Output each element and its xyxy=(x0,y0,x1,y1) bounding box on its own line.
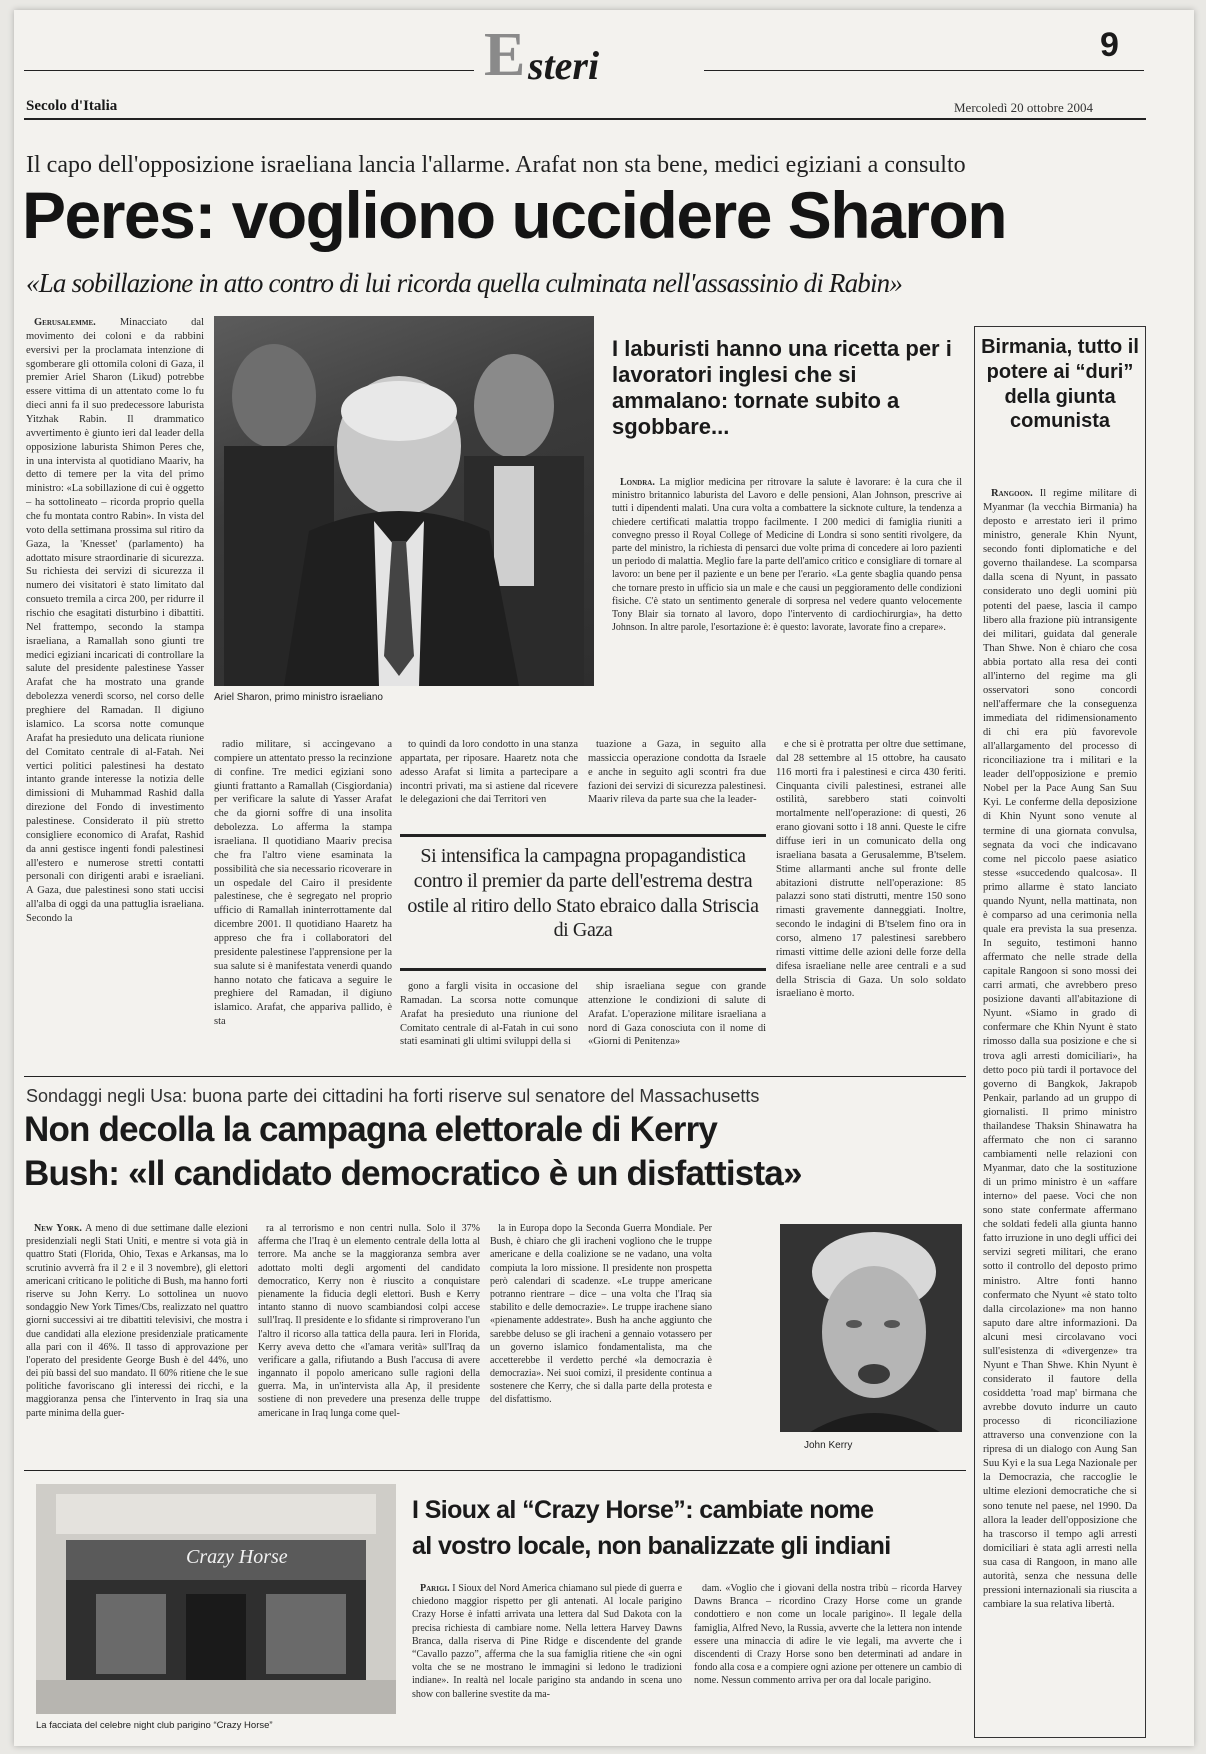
newspaper-page xyxy=(14,10,1194,1746)
kerry-body-2: ra al terrorismo e non centri nulla. Solo il 37% afferma che l'Iraq è un elemento centrale della lotta al terrore. Ma anche se la maggioranza sembra aver adottato molti degli argomenti del candidato democratico, Kerry non è riuscito a conquistare pienamente la fiducia degli elettori. Bush e Kerry intanto stanno di nuovo scambiandosi colpi accese sull'Iraq. Il presidente e lo sfidante si rimproverano l'un l'altro il ricorso alla tattica della paura. Ieri in Florida, Kerry aveva detto che «l'amara verità» sull'Iraq da verificare a galla, rifiutando a Bush l'accusa di avere ingannato il popolo americano sulle ragioni della guerra. Ma, in un'intervista alla Ap, il presidente sostiene di non prevedere una presenza delle truppe americane in Iraq lunga come quel- xyxy=(258,1223,480,1419)
crazy-horse-sign: Crazy Horse xyxy=(186,1546,288,1568)
issue-date: Mercoledì 20 ottobre 2004 xyxy=(954,100,1093,115)
sioux-headline-2: al vostro locale, non banalizzate gli indiani xyxy=(412,1532,891,1560)
kerry-column-1 xyxy=(26,1222,248,1442)
kerry-body-3: la in Europa dopo la Seconda Guerra Mondiale. Per Bush, è chiaro che gli iracheni vogliono che le truppe americane e della coalizione se ne vadano, una volta compiuta la loro missione. Il presidente non prospetta però calendari di scadenze. «Le truppe americane potranno rientrare – dice – una volta che l'Iraq sia stabilito e delle democrazie». Le truppe irachene siano «pienamente addestrate». Bush ha anche aggiunto che sarebbe deluso se gli iracheni a gennaio votassero per un governo islamico fondamentalista, ma che accetterebbe il verdetto perché «la democrazia è democrazia». Nei suoi comizi, il presidente continua a sostenere che Kerry, che si dalla parte della protesta e del disfattismo. xyxy=(490,1223,712,1406)
crazy-horse-caption: La facciata del celebre night club parigino “Crazy Horse” xyxy=(36,1720,273,1731)
kerry-headline-2: Bush: «Il candidato democratico è un disfattista» xyxy=(24,1154,802,1193)
masthead-top-rule-right xyxy=(704,70,1144,71)
section-title: steri xyxy=(528,43,600,88)
burma-text: Il regime militare di Myanmar (la vecchia Birmania) ha deposto e arrestato ieri il primo ministro, generale Khin Nyunt, secondo fonti diplomatiche e del governo thailandese. La scomparsa dalla scena di Nyunt, in passato considerato uno degli uomini più potenti del paese, lascia il campo libero alla frazione più intransigente dei militari, guidata dal generale Than Shwe. Non è chiaro che cosa abbia portato alla resa dei conti all'interno del regime ma gli osservatori sono concordi nell'affermare che la conseguenza immediata del ridimensionamento di chi era più favorevole all'allargamento del processo di riconciliazione tra i militari e la leader dell'opposizione e premio Nobel per la Pace Aung San Suu Kyi. Le conferme della deposizione di Khin Nyunt sono venute al termine di una giornata convulsa, segnata da voci che indicavano come nel piccolo paese asiatico stesse «succedendo qualcosa». Il primo allarme è stato lanciato quando Nyunt, nella mattinata, non è comparso ad una cerimonia nella quale era prevista la sua presenza. In seguito, testimoni hanno affermato che nelle strade della capitale Rangoon si sono mossi dei carri armati, che avrebbero preso posizione davanti all'abitazione di Nyunt. «Siamo in grado di confermare che Khin Nyunt è stato rimosso dalla sua posizione e che si trova agli arresti domiciliari», ha detto poco più tardi il portavoce del governo di Bangkok, Jakrapob Penkair, parlando ad un gruppo di giornalisti. Il primo ministro thailandese Thaksin Shinawatra ha affermato che non ci saranno cambiamenti nelle relazioni con Myanmar, dato che la sostituzione di un primo ministro è un «affare interno» del paese. Voci che non sono state confermate affermano che soldati fedeli alla giunta hanno fatto irruzione in uno degli uffici dei servizi segreti militari, che erano sotto il controllo del deposto primo ministro. Altre fonti hanno confermato che Nyunt «è stato tolto dalla circolazione» ma non hanno saputo dare altre informazioni. Da alcuni mesi circolavano voci sull'esistenza di «divergenze» tra Nyunt e Than Shwe. Khin Nyunt è considerato il fautore della cosiddetta 'road map' birmana che avrebbe dovuto indurre un cauto processo di riconciliazione attraverso una convenzione con la ripresa di un dialogo con Aung San Suu Kyi e la sua Lega Nazionale per la Democrazia, che raccoglie le ultime elezioni democratiche che si sono tenute nel paese, nel 1990. Da allora la leader dell'opposizione che ha trascorso il tempo agli arresti domiciliari è stata agli arresti nella sua casa di Rangoon, in mano alle autorità, senza che nessuna delle pressioni internazionali sia riuscita a cambiare la sua relativa libertà. xyxy=(983,488,1138,1610)
lead-body-4b: ship israeliana segue con grande attenzione le condizioni di salute di Arafat. L'operazione militare israeliana a nord di Gaza conosciuta con il nome di «Giorni di Penitenza» xyxy=(588,981,766,1048)
lead-column-1 xyxy=(26,316,204,924)
kerry-photo-illustration xyxy=(780,1224,962,1432)
crazy-horse-facade xyxy=(36,1484,396,1714)
labour-text: La miglior medicina per ritrovare la salute è lavorare: è la cura che il ministro britannico laburista del Lavoro e delle pensioni, Alan Johnson, prescrive ai tutti i dipendenti malati. Una cura volta a combattere la sicknote culture, la tendenza a chiedere certificati malattia troppo facilmente. I 200 medici di famiglia riuniti a convegno presso il Royal College of Medicine di Londra si sono sentiti rivolgere, da parte del ministro, la richiesta di pensarci due volte prima di concedere ai loro pazienti un periodo di malattia. Meglio fare la parte dell'amico critico e consigliare di tornare al lavoro: un bene per il paziente e un bene per l'erario. «La gente sbaglia quando pensa che tornare presto in ufficio sia un male e che causi un peggioramento delle condizioni fisiche. C'è stato un sentimento generale di sorpresa nel vedere quanto velocemente Tony Blair sia tornato al lavoro, dopo l'intervento di cardiochirurgia», ha detto Johnson. In altre parole, l'esortazione è: è questo: lavorate, lavorate fino a crepare». xyxy=(612,477,962,634)
page-number: 9 xyxy=(1100,26,1119,64)
lead-column-5 xyxy=(776,738,966,1062)
sioux-body-1: I Sioux del Nord America chiamano sul piede di guerra e chiedono maggior rispetto per gli antenati. Al locale parigino Crazy Horse è infatti arrivata una lettera dal Sud Dakota con la precisa richiesta di cambiare nome. Nella lettera Harvey Dawns Branca, dalla riserva di Pine Ridge e discendente del grande “Cavallo pazzo”, afferma che la sua famiglia ritiene che «in ogni volta che se ne mostrano le immagini si ledono le tradizioni indiane». In realtà nel locale parigino sta andando in scena uno show con ballerine svestite da ma- xyxy=(412,1583,683,1700)
sioux-column-2 xyxy=(694,1582,962,1732)
sharon-photo xyxy=(214,316,594,686)
lead-column-4b xyxy=(588,980,766,1062)
kerry-column-3 xyxy=(490,1222,712,1442)
kerry-photo-caption: John Kerry xyxy=(804,1440,853,1451)
burma-body xyxy=(983,487,1137,1727)
lead-body-5: e che si è protratta per oltre due settimane, dal 28 settembre al 15 ottobre, ha causato 116 morti fra i palestinesi e circa 430 feriti. Cinquanta civili palestinesi, estranei alle ostilità, sarebbero stati coinvolti mortalmente nell'operazione: di questi, 26 erano giovani sotto i 18 anni. Queste le cifre diffuse ieri in un comunicato della ong israeliana basata a Gerusalemme, B'tselem. Stime allarmanti anche sul fronte delle abitazioni distrutte nell'operazione: 85 palazzi sono stati distrutti, mentre 150 sono rimasti gravemente danneggiati. Inoltre, secondo le indagini di B'tselem fino ora in corso, almeno 17 palestinesi sarebbero rimasti vittime delle azioni delle forze della difesa israeliane nelle aree centrali e a sud della Striscia di Gaza. Un solo soldato israeliano è morto. xyxy=(776,739,966,1000)
kerry-top-rule xyxy=(24,1076,966,1077)
labour-headline: I laburisti hanno una ricetta per i lavoratori inglesi che si ammalano: tornate subito a sgobbare... xyxy=(612,336,952,439)
lead-body-3b: gono a fargli visita in occasione del Ramadan. La scorsa notte comunque Arafat ha presieduto una riunione del Comitato centrale di al-Fatah in cui sono stati esaminati gli ultimi sviluppi della si xyxy=(400,981,578,1048)
sioux-body-2: dam. «Voglio che i giovani della nostra tribù – ricorda Harvey Dawns Branca – ricordino Crazy Horse come un grande condottiero e non come un locale parigino». Il legale della famiglia, Alfred Nevo, la Russia, avverte che la lettera non intende essere una minaccia di adire le vie legali, ma avverte che i discendenti di Crazy Horse sono ben determinati ad andare in fondo alla cosa e a compiere ogni azione per ottenere un cambio di nome. Nessun commento arriva per ora dal locale parigino. xyxy=(694,1583,962,1687)
lead-kicker: Il capo dell'opposizione israeliana lancia l'allarme. Arafat non sta bene, medici egiziani a consulto xyxy=(26,152,966,178)
kerry-column-2 xyxy=(258,1222,480,1442)
sioux-headline-1: I Sioux al “Crazy Horse”: cambiate nome xyxy=(412,1496,874,1524)
kerry-photo xyxy=(780,1224,962,1432)
sioux-top-rule xyxy=(24,1470,966,1471)
lead-column-3b xyxy=(400,980,578,1062)
burma-dateline: Rangoon. xyxy=(991,488,1033,499)
lead-column-4 xyxy=(588,738,766,820)
kerry-kicker: Sondaggi negli Usa: buona parte dei cittadini ha forti riserve sul senatore del Massachusetts xyxy=(26,1086,760,1106)
pull-quote: Si intensifica la campagna propagandistica contro il premier da parte dell'estrema destra ostile al ritiro dello Stato ebraico dalla Striscia di Gaza xyxy=(407,845,759,942)
sharon-photo-illustration xyxy=(214,316,594,686)
pull-quote-bottom-rule xyxy=(400,968,766,971)
crazy-horse-photo xyxy=(36,1484,396,1714)
lead-column-2 xyxy=(214,738,392,1062)
kerry-body-1: A meno di due settimane dalle elezioni presidenziali negli Stati Uniti, e mentre si vota già in quattro Stati (Florida, Ohio, Texas e Arkansas, ma lo scrutinio avverrà fra il 2 e il 3 novembre), gli elettori americani criticano le politiche di Bush, ma hanno forti riserve su John Kerry. Lo sottolinea un nuovo sondaggio New York Times/Cbs, realizzato nel quattro giorni successivi ai tre dibattiti televisivi, che mostra i due candidati alla elezione presidenziale praticamente alla pari con il 46%. Il tasso di approvazione per l'operato del presidente George Bush è del 44%, uno dei più bassi del suo mandato. Il 60% ritiene che le sue politiche favoriscano gli interessi dei ricchi, e la maggioranza pensa che l'intervento in Iraq sia una parte minima della guer- xyxy=(26,1223,248,1419)
lead-body-1: Minacciato dal movimento dei coloni e da rabbini eversivi per la proclamata intenzione di sgomberare gli ottomila coloni di Gaza, il premier Ariel Sharon (Likud) potrebbe essere vittima di un attentato come lo fu dieci anni fa il suo predecessore laburista Yitzhak Rabin. Il drammatico avvertimento è giunto ieri dal leader della opposizione laburista Shimon Peres che, in una intervista al quotidiano Maariv, ha detto di temere per la vita del primo ministro: «La sobillazione di cui è oggetto – ha sottolineato – ricorda proprio quella che fu montata contro Rabin». In vista del voto della settimana prossima sul ritiro da Gaza, la 'Knesset' (parlamento) ha adottato misure straordinarie di sicurezza. Su richiesta dei servizi di sicurezza il numero dei visitatori è stato limitato dal consueto tremila a circa 200, per ridurre il rischio che esagitati disturbino i dibattiti. Nel frattempo, secondo la stampa israeliana, a Ramallah sono giunti tre medici egiziani incaricati di controllare la salute del presidente palestinese Yasser Arafat che ha mostrato una grande debolezza venerdì scorso, nel corso delle preghiere del Ramadan. Il digiuno islamico. La scorsa notte comunque Arafat ha presieduto una delicata riunione del Comitato centrale di al-Fatah. Nei vertici politici palestinesi ha destato intanto grande interesse la notizia delle dimissioni di Muhammad Rashid dalla direzione del Fondo di investimento palestinese. Considerato il più stretto consigliere economico di Arafat, Rashid da anni gestisce ingenti fondi palestinesi all'estero e numerose stretti contatti personali con dirigenti arabi e israeliani. A Gaza, due palestinesi sono stati uccisi all'alba di oggi da una pattuglia israeliana. Secondo la xyxy=(26,317,204,924)
section-masthead xyxy=(484,21,704,89)
labour-dateline: Londra. xyxy=(620,477,655,488)
lead-column-3 xyxy=(400,738,578,820)
burma-headline: Birmania, tutto il potere ai “duri” della giunta comunista xyxy=(981,336,1139,433)
burma-box xyxy=(974,326,1146,1738)
lead-dateline: Gerusalemme. xyxy=(34,317,96,328)
lead-body-2: radio militare, si accingevano a compiere un attentato presso la recinzione di confine. Tre medici egiziani sono giunti frattanto a Ramallah (Cisgiordania) per verificare la salute di Yasser Arafat che da giorni soffre di una insolita debolezza. Lo afferma la stampa israeliana. Il quotidiano Maariv precisa che fra l'altro viene esaminata la possibilità che sia necessario ricoverare in un ospedale del Cairo il presidente palestinese, che è segregato nel proprio ufficio di Ramallah ininterrottamente dal dicembre 2001. Il quotidiano Haaretz ha appreso che fra i collaboratori del presidente palestinese l'apprensione per la sua salute si è manifestata venerdì quando hanno notato che faticava a seguire le preghiere del Ramadan, il digiuno islamico. Arafat, che appariva pallido, è sta xyxy=(214,739,392,1028)
pull-quote-top-rule xyxy=(400,834,766,837)
masthead-top-rule xyxy=(24,70,474,71)
kerry-headline-1: Non decolla la campagna elettorale di Kerry xyxy=(24,1110,718,1149)
sioux-column-1 xyxy=(412,1582,682,1732)
kerry-dateline: New York. xyxy=(34,1223,82,1234)
masthead-rule xyxy=(24,118,1146,120)
lead-body-4: tuazione a Gaza, in seguito alla massiccia operazione condotta da Israele e anche in seguito agli scontri fra due fazioni dei servizi di sicurezza palestinesi. Maariv rileva da parte sua che la leader- xyxy=(588,739,766,806)
sharon-photo-caption: Ariel Sharon, primo ministro israeliano xyxy=(214,692,383,703)
lead-subhead: «La sobillazione in atto contro di lui ricorda quella culminata nell'assassinio di Rabin» xyxy=(26,268,903,298)
paper-name: Secolo d'Italia xyxy=(26,98,118,114)
lead-headline: Peres: vogliono uccidere Sharon xyxy=(22,178,1007,252)
lead-body-3: to quindi da loro condotto in una stanza appartata, per riposare. Haaretz nota che adesso Arafat si limita a partecipare a incontri privati, ma si astiene dal ricevere le delegazioni che dai Territori ven xyxy=(400,739,578,806)
sioux-dateline: Parigi. xyxy=(420,1583,450,1594)
section-initial: E xyxy=(484,21,526,89)
labour-body xyxy=(612,476,962,712)
